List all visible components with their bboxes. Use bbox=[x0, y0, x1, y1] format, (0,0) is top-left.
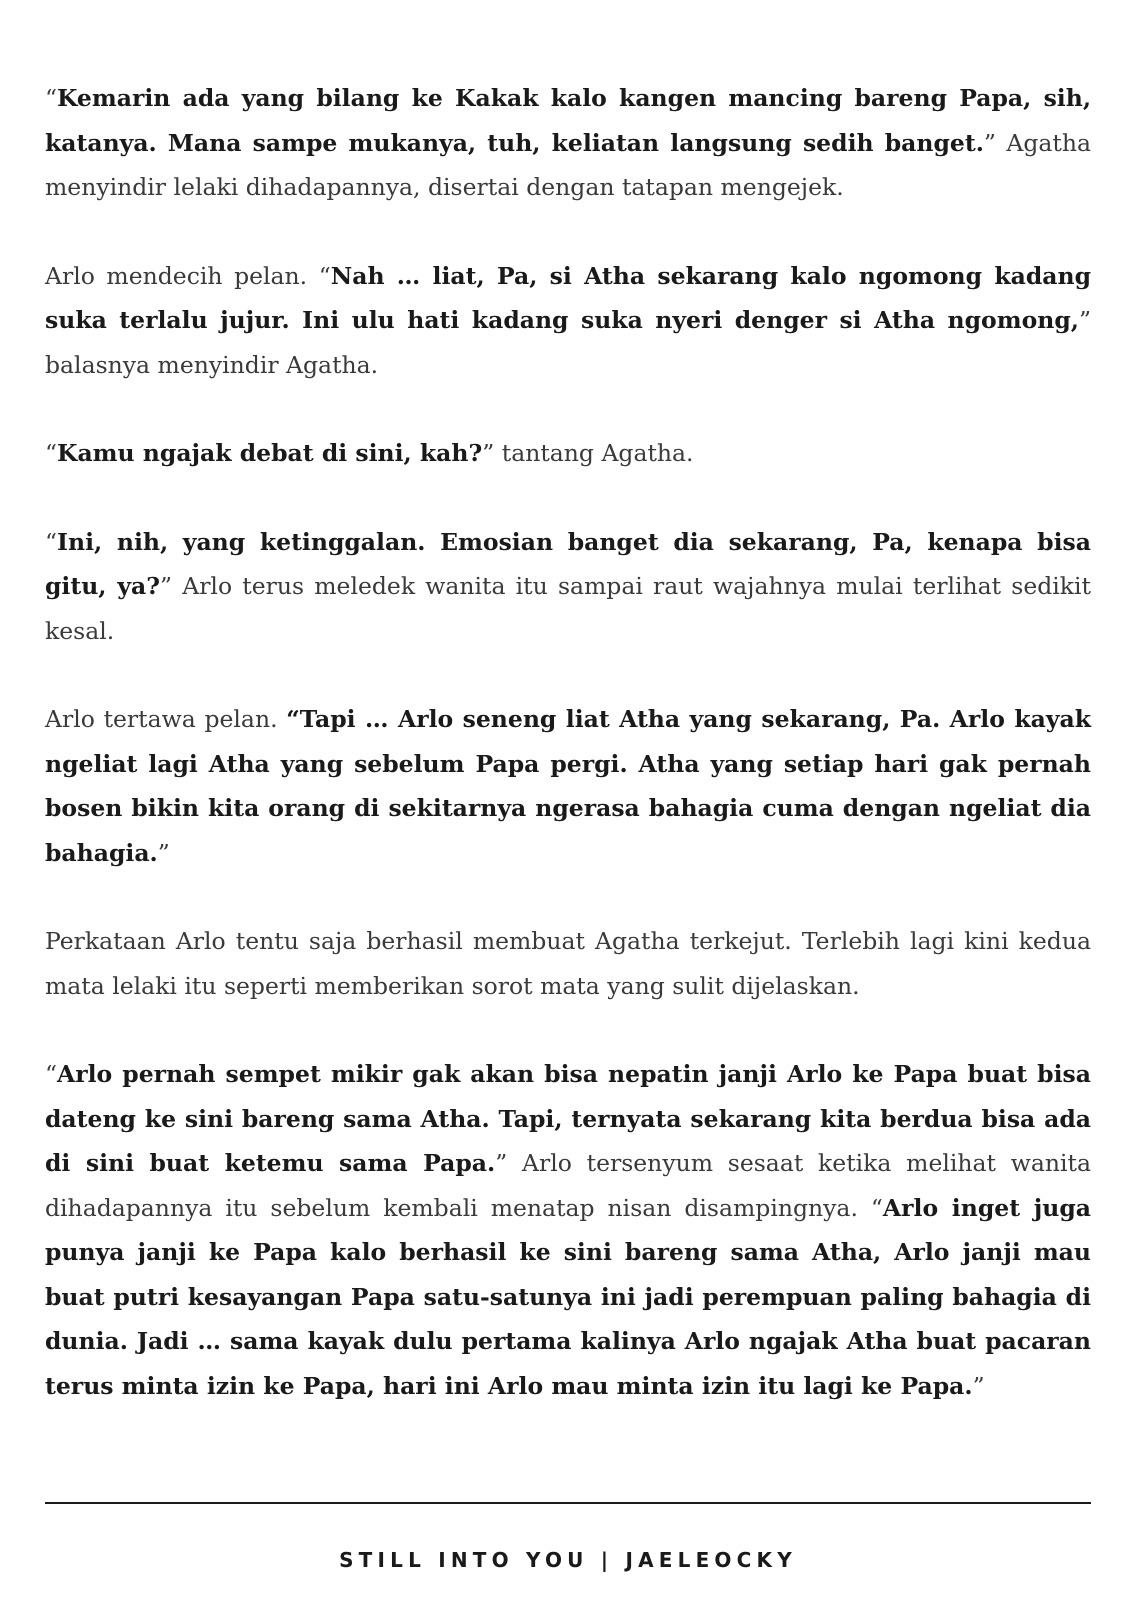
narration-text: ” Arlo terus meledek wanita itu sampai raut wajahnya mulai terlihat sedikit kesal. bbox=[45, 572, 1091, 645]
narration-text: Perkataan Arlo tentu saja berhasil membuat Agatha terkejut. Terlebih lagi kini kedua mata lelaki itu seperti memberikan sorot mata yang sulit dijelaskan. bbox=[45, 927, 1091, 1000]
narration-text: Arlo tertawa pelan. bbox=[45, 705, 287, 733]
narration-text: “ bbox=[45, 84, 58, 112]
footer-divider bbox=[45, 1502, 1091, 1504]
footer-title: STILL INTO YOU | JAELEOCKY bbox=[339, 1548, 797, 1572]
narration-text: ” Arlo tersenyum sesaat ketika melihat wanita dihadapannya itu sebelum kembali menatap nisan disampingnya. “ bbox=[45, 1149, 1091, 1222]
narration-text: “ bbox=[45, 439, 58, 467]
narration-text: “ bbox=[45, 527, 58, 556]
story-body bbox=[45, 76, 1091, 1408]
paragraph bbox=[45, 431, 1091, 476]
dialogue-text: Arlo inget juga punya janji ke Papa kalo berhasil ke sini bareng sama Atha, Arlo janji mau buat putri kesayangan Papa satu-satunya ini jadi perempuan paling bahagia di dunia. Jadi … sama kayak dulu pertama kalinya Arlo ngajak Atha buat pacaran terus minta izin ke Papa, hari ini Arlo mau minta izin itu lagi ke Papa. bbox=[45, 1193, 1091, 1400]
paragraph bbox=[45, 76, 1091, 210]
paragraph bbox=[45, 254, 1091, 388]
narration-text: ” tantang Agatha. bbox=[482, 439, 694, 467]
dialogue-text: Kemarin ada yang bilang ke Kakak kalo kangen mancing bareng Papa, sih, katanya. Mana sampe mukanya, tuh, keliatan langsung sedih banget. bbox=[45, 84, 1091, 157]
paragraph bbox=[45, 919, 1091, 1008]
narration-text: Arlo mendecih pelan. “ bbox=[45, 261, 331, 290]
paragraph bbox=[45, 520, 1091, 654]
narration-text: ” Agatha menyindir lelaki dihadapannya, disertai dengan tatapan mengejek. bbox=[45, 128, 1091, 201]
dialogue-text: Nah … liat, Pa, si Atha sekarang kalo ngomong kadang suka terlalu jujur. Ini ulu hati kadang suka nyeri denger si Atha ngomong, bbox=[45, 261, 1092, 334]
narration-text: ” balasnya menyindir Agatha. bbox=[45, 306, 1091, 379]
narration-text: ” bbox=[972, 1371, 985, 1400]
dialogue-text: Ini, nih, yang ketinggalan. Emosian banget dia sekarang, Pa, kenapa bisa gitu, ya? bbox=[45, 527, 1091, 600]
paragraph bbox=[45, 697, 1091, 875]
paragraph bbox=[45, 1052, 1091, 1408]
dialogue-text: Kamu ngajak debat di sini, kah? bbox=[57, 439, 483, 467]
dialogue-text: “Tapi … Arlo seneng liat Atha yang sekarang, Pa. Arlo kayak ngeliat lagi Atha yang sebelum Papa pergi. Atha yang setiap hari gak pernah bosen bikin kita orang di sekitarnya ngerasa bahagia cuma dengan ngeliat dia bahagia. bbox=[45, 705, 1091, 867]
narration-text: ” bbox=[157, 838, 170, 867]
narration-text: “ bbox=[45, 1060, 58, 1088]
dialogue-text: Arlo pernah sempet mikir gak akan bisa nepatin janji Arlo ke Papa buat bisa dateng ke sini bareng sama Atha. Tapi, ternyata sekarang kita berdua bisa ada di sini buat ketemu sama Papa. bbox=[45, 1060, 1091, 1177]
